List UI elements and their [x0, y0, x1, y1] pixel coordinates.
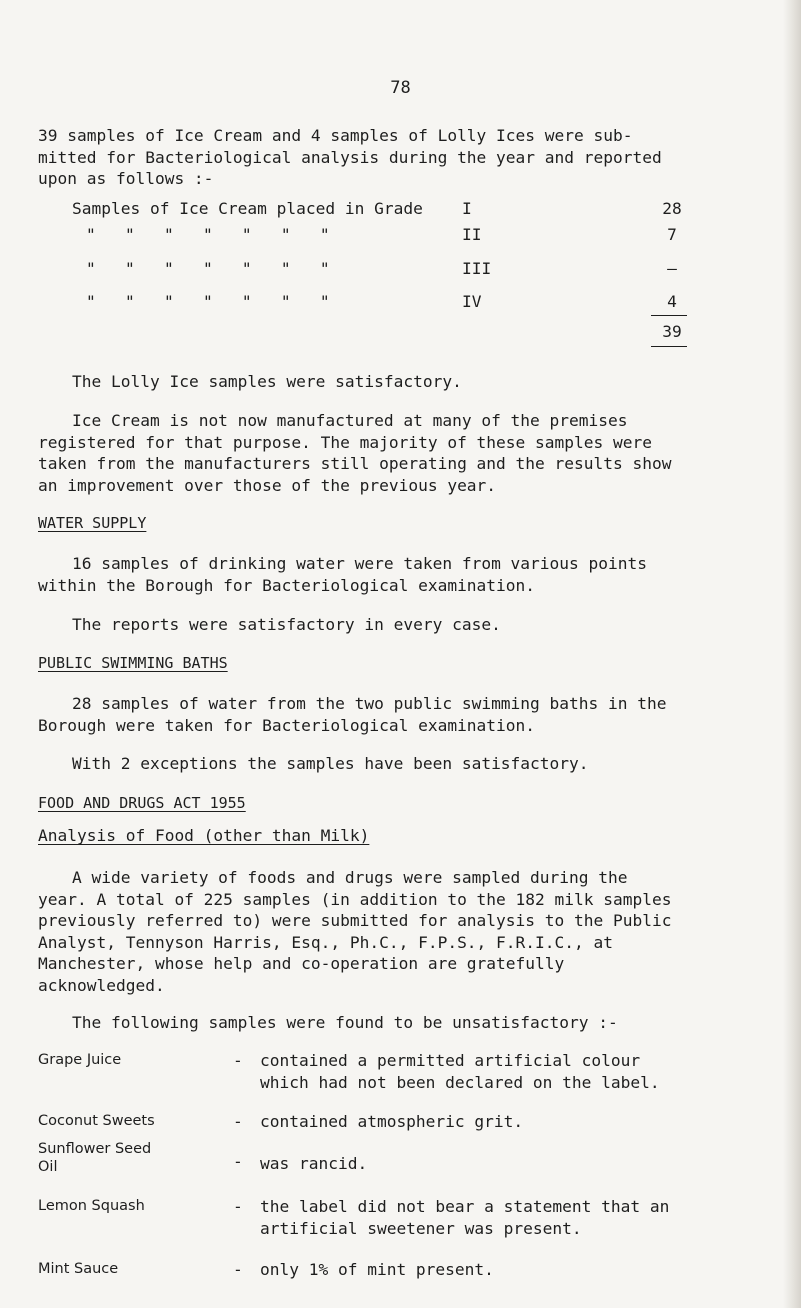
- total-rule-top: [651, 315, 687, 316]
- page-number: 78: [390, 78, 411, 98]
- grade-row-label: Samples of Ice Cream placed in Grade: [72, 199, 423, 218]
- swimming-baths-heading: PUBLIC SWIMMING BATHS: [38, 654, 228, 672]
- total-rule-bottom: [651, 346, 687, 347]
- ditto-marks: " " " " " " ": [86, 259, 330, 278]
- grade-row-grade: III: [462, 259, 492, 278]
- page-edge-shadow: [783, 0, 801, 1308]
- sample-finding: only 1% of mint present.: [260, 1260, 494, 1279]
- sample-name: Coconut Sweets: [38, 1113, 155, 1129]
- grade-row-grade: IV: [462, 292, 482, 311]
- sample-name: Lemon Squash: [38, 1198, 145, 1214]
- grade-row: [72, 199, 712, 221]
- grade-row-grade: II: [462, 225, 482, 244]
- food-analysis-subheading: Analysis of Food (other than Milk): [38, 826, 370, 845]
- dash: -: [233, 1051, 243, 1070]
- water-supply-heading: WATER SUPPLY: [38, 514, 147, 532]
- food-drugs-heading: FOOD AND DRUGS ACT 1955: [38, 794, 246, 812]
- sample-finding: was rancid.: [260, 1154, 368, 1173]
- lolly-ice-line: The Lolly Ice samples were satisfactory.: [72, 372, 462, 391]
- grade-row-count: 28: [662, 199, 682, 218]
- dash: -: [233, 1152, 243, 1171]
- baths-line: With 2 exceptions the samples have been satisfactory.: [72, 754, 589, 773]
- water-paragraph: 16 samples of drinking water were taken from various points within the Borough for Bacteriological examination.: [38, 554, 647, 595]
- sample-finding: contained a permitted artificial colour which had not been declared on the label.: [260, 1051, 660, 1092]
- dash: -: [233, 1197, 243, 1216]
- food-paragraph: A wide variety of foods and drugs were sampled during the year. A total of 225 samples (in addition to the 182 milk samples previously referred to) were submitted for analysis to the Public Analyst, Tennyson Harris, Esq., Ph.C., F.P.S., F.R.I.C., at Manchester, whose help and co-operation are gratefully acknowledged.: [38, 868, 672, 995]
- baths-paragraph: 28 samples of water from the two public swimming baths in the Borough were taken for Bacteriological examination.: [38, 694, 667, 735]
- grade-row: [72, 292, 712, 314]
- grade-row-count: 7: [667, 225, 677, 244]
- sample-name: Mint Sauce: [38, 1261, 119, 1277]
- sample-name: Grape Juice: [38, 1052, 122, 1068]
- water-line: The reports were satisfactory in every case.: [72, 615, 501, 634]
- ditto-marks: " " " " " " ": [86, 292, 330, 311]
- sample-finding: the label did not bear a statement that an artificial sweetener was present.: [260, 1197, 670, 1238]
- following-line: The following samples were found to be unsatisfactory :-: [72, 1013, 618, 1032]
- grade-row-count: –: [667, 259, 677, 278]
- grade-row-count: 4: [667, 292, 677, 311]
- intro-paragraph: 39 samples of Ice Cream and 4 samples of Lolly Ices were sub- mitted for Bacteriological analysis during the year and reported upon as follows :-: [38, 126, 662, 188]
- ice-cream-paragraph: Ice Cream is not now manufactured at many of the premises registered for that purpose. The majority of these samples were taken from the manufacturers still operating and the results show an improvement over those of the previous year.: [38, 411, 672, 495]
- grade-row: [72, 259, 712, 281]
- dash: -: [233, 1112, 243, 1131]
- sample-finding: contained atmospheric grit.: [260, 1112, 524, 1131]
- sample-name: Sunflower Seed Oil: [38, 1141, 152, 1175]
- dash: -: [233, 1260, 243, 1279]
- grade-row: [72, 225, 712, 247]
- ditto-marks: " " " " " " ": [86, 225, 330, 244]
- grades-total: 39: [662, 322, 682, 341]
- grade-row-grade: I: [462, 199, 472, 218]
